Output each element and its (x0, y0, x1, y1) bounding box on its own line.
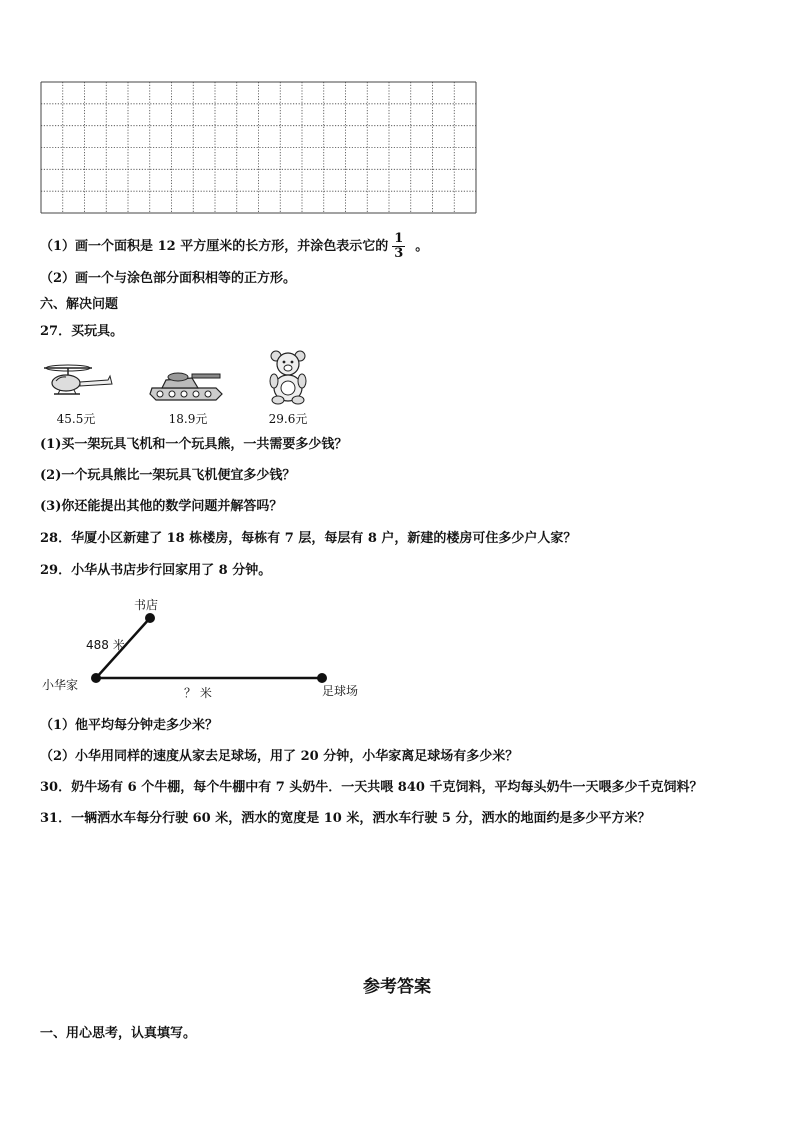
fraction-denominator: 3 (394, 246, 404, 261)
q31-text: 31．一辆洒水车每分行驶 60 米，洒水的宽度是 10 米，洒水车行驶 5 分，洒水的地面约是多少平方米？ (40, 811, 651, 826)
q27-sub3: (3)你还能提出其他的数学问题并解答吗？ (40, 499, 283, 514)
q29-sub1: （1）他平均每分钟走多少米？ (40, 718, 219, 733)
home-label: 小华家 (42, 678, 79, 692)
distance-488-label: 488 米 (86, 638, 125, 652)
grid-svg (40, 81, 477, 214)
q27-sub1: (1)买一架玩具飞机和一个玩具熊，一共需要多少钱？ (40, 437, 348, 452)
task26-q2: （2）画一个与涂色部分面积相等的正方形。 (40, 271, 297, 286)
section-6-heading: 六、解决问题 (40, 297, 119, 312)
q28-text: 28．华厦小区新建了 18 栋楼房，每栋有 7 层，每层有 8 户，新建的楼房可住多少户人家？ (40, 531, 577, 546)
bookstore-label: 书店 (134, 598, 159, 612)
field-label: 足球场 (322, 684, 359, 698)
fraction-one-third (392, 232, 405, 261)
fraction-numerator: 1 (394, 231, 404, 246)
task26-q1-text: （1）画一个面积是 12 平方厘米的长方形，并涂色表示它的 (40, 239, 389, 254)
task26-q1 (40, 232, 428, 261)
q27-title: 27．买玩具。 (40, 324, 124, 339)
answers-section-1: 一、用心思考，认真填写。 (40, 1026, 197, 1041)
tank-icon (146, 362, 228, 404)
q29-sub2: （2）小华用同样的速度从家去足球场，用了 20 分钟，小华家离足球场有多少米？ (40, 749, 519, 764)
answers-heading: 参考答案 (363, 977, 431, 997)
q29-title: 29．小华从书店步行回家用了 8 分钟。 (40, 563, 272, 578)
home-point (91, 673, 101, 683)
bookstore-point (145, 613, 155, 623)
teddy-bear-icon (266, 348, 310, 406)
unknown-distance-label: ？ 米 (184, 686, 212, 700)
q27-sub2: (2)一个玩具熊比一架玩具飞机便宜多少钱？ (40, 468, 296, 483)
q30-text: 30．奶牛场有 6 个牛棚，每个牛棚中有 7 头奶牛．一天共喂 840 千克饲料，平均每头奶牛一天喂多少千克饲料？ (40, 780, 703, 795)
task26-q1-end: 。 (415, 239, 429, 254)
tank-price: 18.9元 (168, 412, 208, 426)
helicopter-icon (36, 362, 116, 404)
drawing-grid (40, 81, 477, 218)
helicopter-price: 45.5元 (56, 412, 96, 426)
teddy-bear-price: 29.6元 (268, 412, 308, 426)
